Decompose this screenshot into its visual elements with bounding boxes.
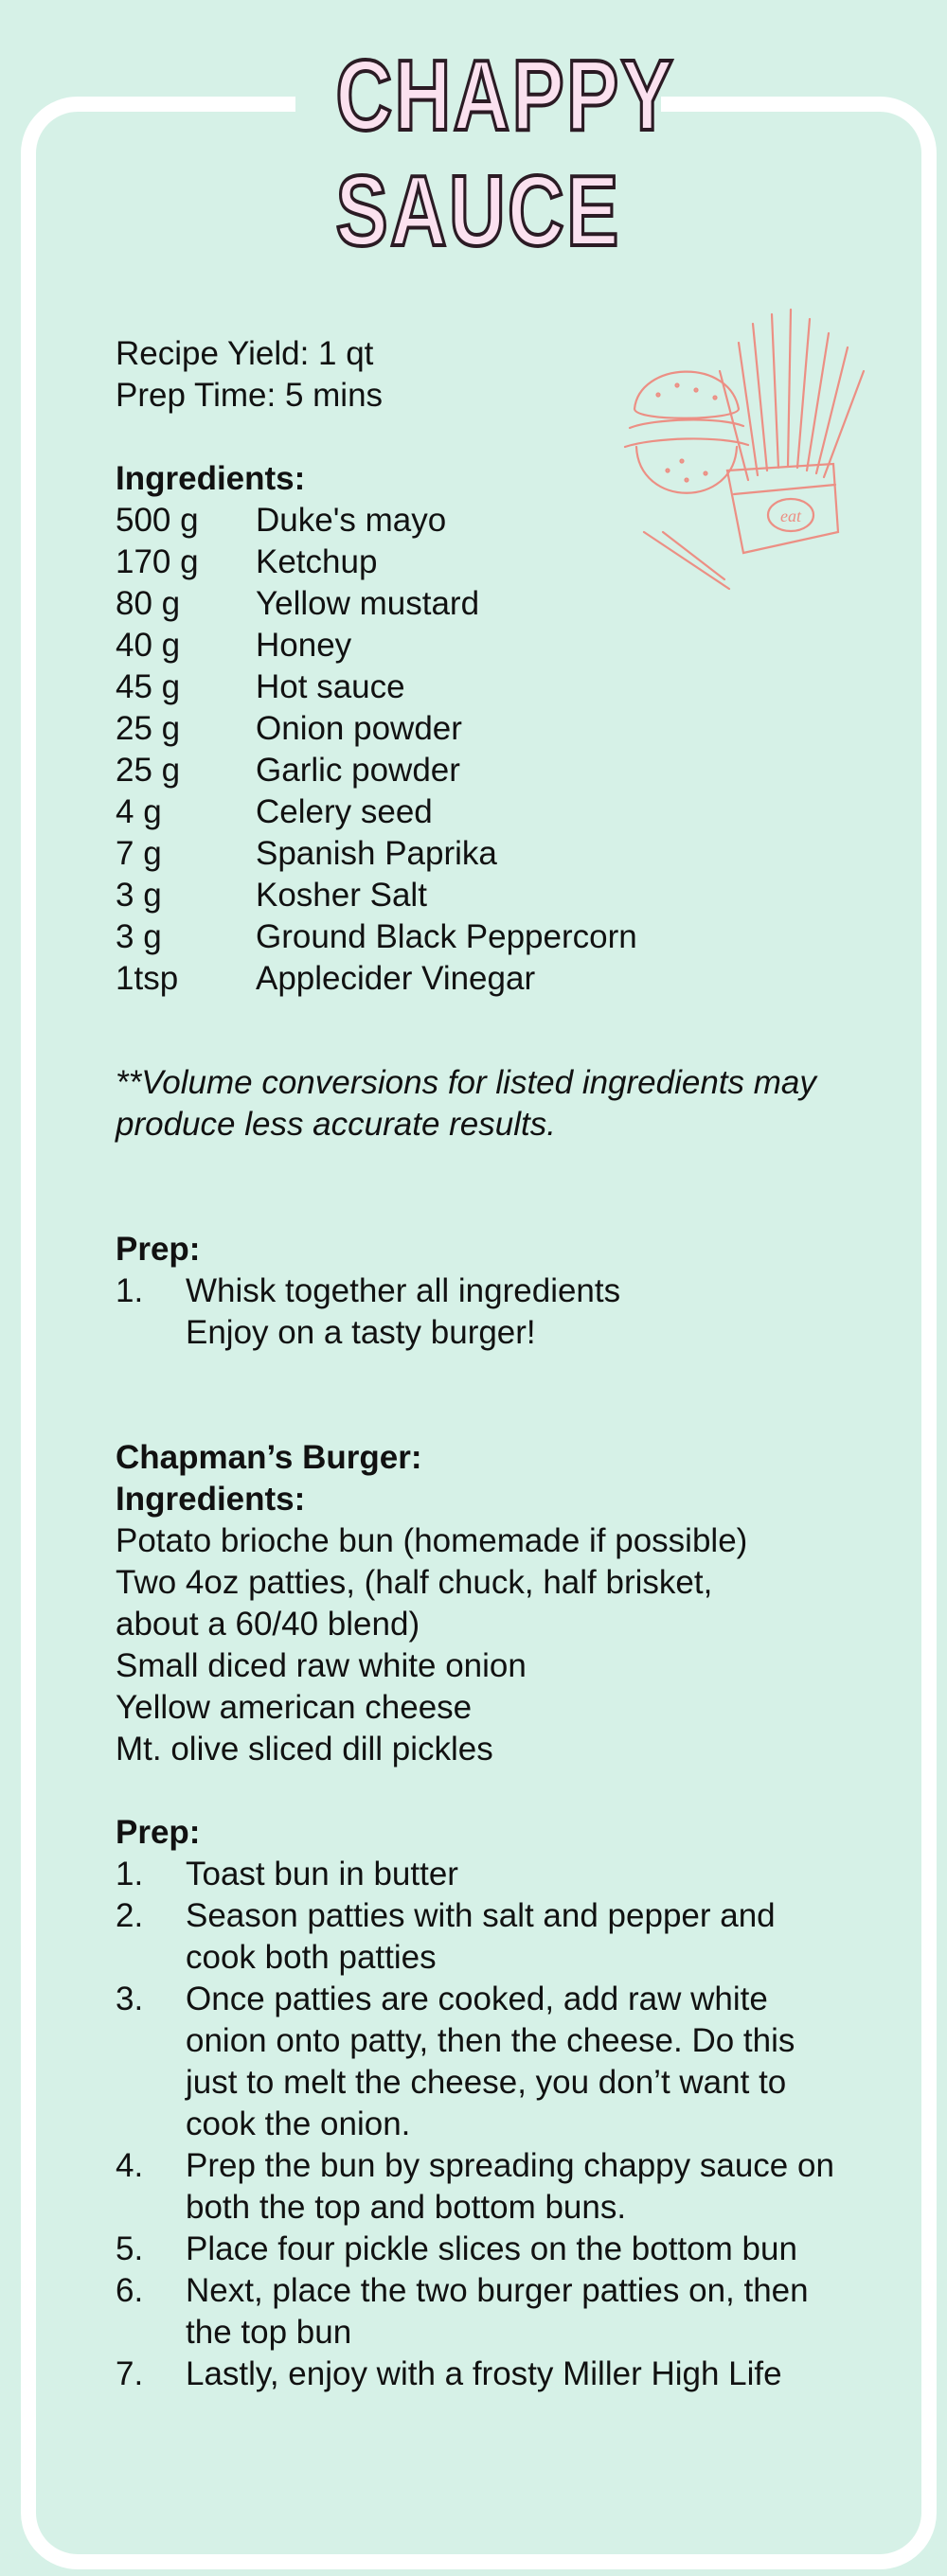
ingredient-name: Celery seed bbox=[256, 793, 433, 830]
burger-ingredient-list bbox=[116, 1520, 854, 1770]
burger-prep-steps bbox=[116, 1854, 854, 2395]
step-text: Season patties with salt and pepper and cook both patties bbox=[186, 1897, 776, 1976]
note-line-1: **Volume conversions for listed ingredients may bbox=[116, 1064, 816, 1101]
ingredient-row bbox=[116, 583, 854, 625]
ingredient-row bbox=[116, 500, 854, 542]
step-number: 1. bbox=[116, 1272, 144, 1309]
burger-ingredient: Small diced raw white onion bbox=[116, 1647, 527, 1684]
ingredient-row bbox=[116, 625, 854, 666]
ingredient-row bbox=[116, 666, 854, 708]
ingredient-quantity: 45 g bbox=[116, 668, 181, 705]
ingredient-quantity: 25 g bbox=[116, 710, 181, 747]
burger-ingredients-heading: Ingredients: bbox=[116, 1481, 306, 1518]
burger-heading: Chapman’s Burger: bbox=[116, 1439, 422, 1476]
title-line-1: CHAPPY bbox=[335, 40, 676, 151]
burger-ingredient: Potato brioche bun (homemade if possible) bbox=[116, 1522, 748, 1559]
step-number: 4. bbox=[116, 2147, 144, 2184]
ingredient-quantity: 3 g bbox=[116, 918, 162, 955]
ingredient-row bbox=[116, 833, 854, 875]
prep-step bbox=[116, 2145, 854, 2229]
burger-ingredient: Two 4oz patties, (half chuck, half brisket, bbox=[116, 1564, 713, 1601]
prep-step bbox=[116, 1979, 854, 2145]
sauce-prep-heading: Prep: bbox=[116, 1231, 201, 1268]
step-text: Lastly, enjoy with a frosty Miller High Life bbox=[186, 2355, 782, 2392]
prep-time: Prep Time: 5 mins bbox=[116, 377, 384, 414]
sauce-ingredients-heading: Ingredients: bbox=[116, 460, 306, 497]
ingredient-name: Yellow mustard bbox=[256, 585, 480, 622]
ingredient-row bbox=[116, 750, 854, 791]
ingredient-row bbox=[116, 916, 854, 958]
sauce-prep-step bbox=[116, 1270, 854, 1354]
step-text: Place four pickle slices on the bottom bun bbox=[186, 2230, 797, 2267]
ingredient-name: Kosher Salt bbox=[256, 877, 427, 914]
prep-step bbox=[116, 1854, 854, 1895]
ingredient-row bbox=[116, 542, 854, 583]
step-number: 1. bbox=[116, 1856, 144, 1892]
prep-step bbox=[116, 2229, 854, 2270]
ingredient-name: Ketchup bbox=[256, 543, 378, 580]
step-number: 6. bbox=[116, 2272, 144, 2309]
ingredient-name: Onion powder bbox=[256, 710, 462, 747]
ingredient-name: Garlic powder bbox=[256, 752, 460, 789]
ingredient-name: Spanish Paprika bbox=[256, 835, 497, 872]
recipe-yield: Recipe Yield: 1 qt bbox=[116, 335, 374, 372]
ingredient-quantity: 40 g bbox=[116, 627, 181, 664]
burger-ingredient: Yellow american cheese bbox=[116, 1689, 473, 1726]
step-text: Prep the bun by spreading chappy sauce on both the top and bottom buns. bbox=[186, 2147, 834, 2226]
ingredient-name: Ground Black Peppercorn bbox=[256, 918, 637, 955]
ingredient-name: Honey bbox=[256, 627, 352, 664]
ingredient-quantity: 170 g bbox=[116, 543, 199, 580]
ingredient-name: Hot sauce bbox=[256, 668, 405, 705]
prep-step bbox=[116, 2270, 854, 2354]
ingredient-quantity: 1tsp bbox=[116, 960, 179, 997]
ingredient-quantity: 25 g bbox=[116, 752, 181, 789]
step-number: 2. bbox=[116, 1897, 144, 1934]
sauce-prep-line-1: Whisk together all ingredients bbox=[186, 1272, 621, 1309]
burger-ingredient: Mt. olive sliced dill pickles bbox=[116, 1731, 493, 1768]
step-text: Next, place the two burger patties on, then the top bun bbox=[186, 2272, 809, 2351]
ingredient-quantity: 80 g bbox=[116, 585, 181, 622]
ingredient-quantity: 4 g bbox=[116, 793, 162, 830]
ingredient-row bbox=[116, 791, 854, 833]
step-text: Toast bun in butter bbox=[186, 1856, 458, 1892]
ingredient-row bbox=[116, 958, 854, 1000]
ingredient-quantity: 3 g bbox=[116, 877, 162, 914]
ingredient-row bbox=[116, 708, 854, 750]
step-text: Once patties are cooked, add raw white onion onto patty, then the cheese. Do this just to melt the cheese, you don’t want to cook the onion. bbox=[186, 1981, 795, 2142]
ingredient-row bbox=[116, 875, 854, 916]
sauce-ingredient-list bbox=[116, 500, 854, 1000]
prep-step bbox=[116, 2354, 854, 2395]
ingredient-name: Duke's mayo bbox=[256, 502, 447, 539]
sauce-prep-line-2: Enjoy on a tasty burger! bbox=[186, 1314, 536, 1351]
ingredient-quantity: 500 g bbox=[116, 502, 199, 539]
ingredient-quantity: 7 g bbox=[116, 835, 162, 872]
step-number: 7. bbox=[116, 2355, 144, 2392]
eat-badge-text: eat bbox=[780, 506, 801, 525]
note-line-2: produce less accurate results. bbox=[116, 1106, 556, 1143]
step-number: 3. bbox=[116, 1981, 144, 2017]
burger-ingredient: about a 60/40 blend) bbox=[116, 1606, 420, 1643]
burger-prep-heading: Prep: bbox=[116, 1814, 201, 1851]
recipe-content bbox=[116, 333, 854, 2395]
ingredient-name: Applecider Vinegar bbox=[256, 960, 536, 997]
prep-step bbox=[116, 1895, 854, 1979]
title-line-2: SAUCE bbox=[335, 155, 621, 267]
step-number: 5. bbox=[116, 2230, 144, 2267]
page-title bbox=[295, 38, 676, 275]
